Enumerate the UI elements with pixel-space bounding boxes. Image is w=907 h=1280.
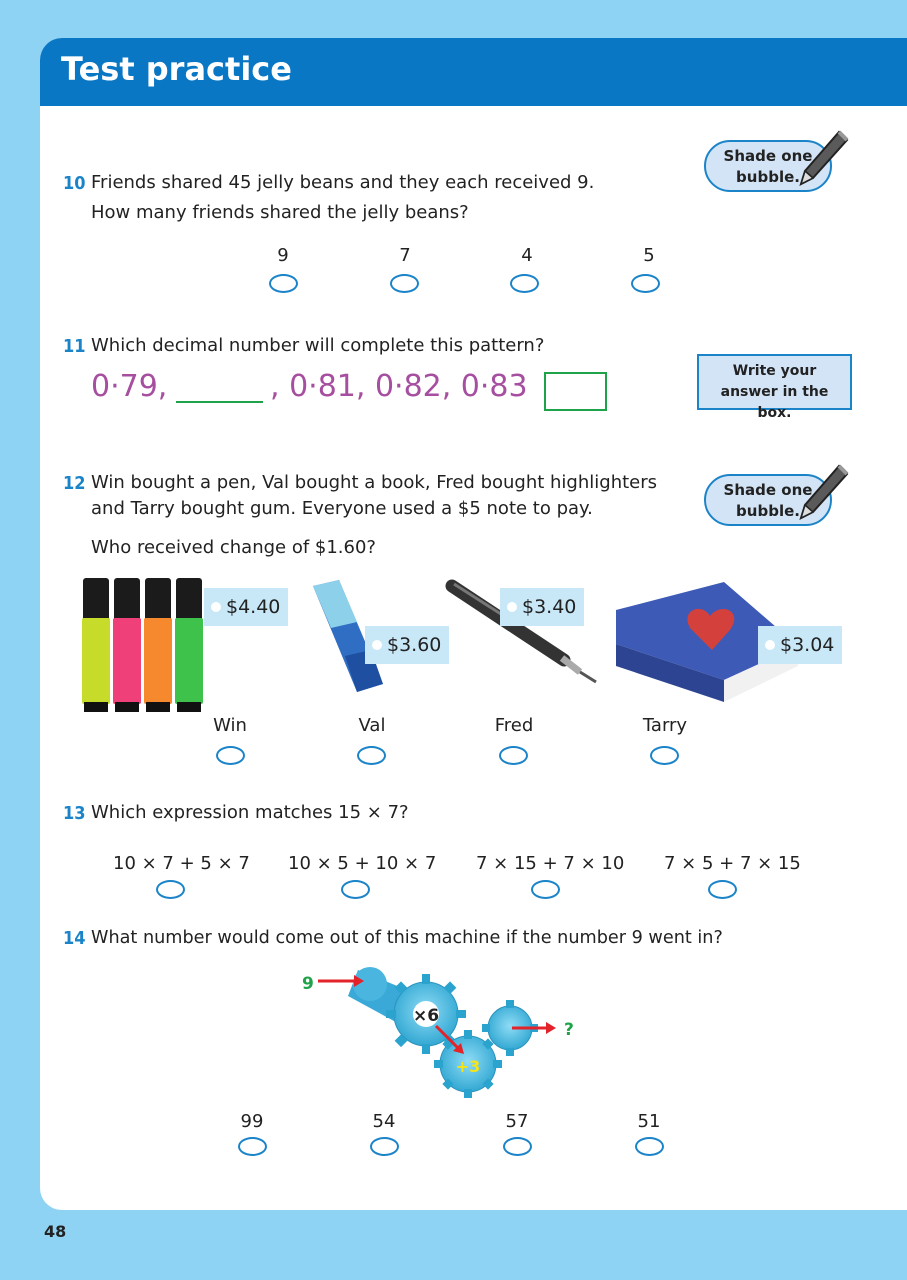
answer-bubble[interactable] <box>635 1137 664 1156</box>
page-title: Test practice <box>61 50 292 88</box>
question-text: What number would come out of this machine if the number 9 went in? <box>91 927 723 948</box>
highlighters-image <box>80 578 208 714</box>
option-label: Win <box>213 715 247 736</box>
answer-bubble[interactable] <box>156 880 185 899</box>
question-text: Win bought a pen, Val bought a book, Fred bought highlighters <box>91 472 658 493</box>
question-text: Friends shared 45 jelly beans and they each received 9. <box>91 172 595 193</box>
blank-line <box>176 401 263 403</box>
option-label: Fred <box>494 715 534 736</box>
price-tag-highlighters: $4.40 <box>204 588 288 626</box>
price-tag-book: $3.04 <box>758 626 842 664</box>
answer-bubble[interactable] <box>510 274 539 293</box>
option-label: 7 × 15 + 7 × 10 <box>476 853 625 874</box>
answer-bubble[interactable] <box>357 746 386 765</box>
answer-bubble[interactable] <box>631 274 660 293</box>
option-label: 10 × 5 + 10 × 7 <box>288 853 437 874</box>
answer-bubble[interactable] <box>650 746 679 765</box>
option-label: 54 <box>372 1111 396 1132</box>
machine-output: ? <box>564 1020 574 1040</box>
pattern-start: 0·79, <box>91 369 168 404</box>
machine-op2: +3 <box>455 1057 481 1076</box>
machine-input: 9 <box>302 974 314 994</box>
answer-box[interactable] <box>544 372 607 411</box>
question-number: 14 <box>63 928 86 949</box>
write-answer-badge <box>697 354 852 421</box>
answer-bubble[interactable] <box>531 880 560 899</box>
answer-bubble[interactable] <box>370 1137 399 1156</box>
option-label: 7 <box>399 245 411 266</box>
answer-bubble[interactable] <box>216 746 245 765</box>
badge-text: Shade one bubble. <box>723 147 813 186</box>
answer-bubble[interactable] <box>503 1137 532 1156</box>
number-machine-diagram <box>296 956 596 1106</box>
option-label: 99 <box>240 1111 264 1132</box>
answer-bubble[interactable] <box>341 880 370 899</box>
option-label: 4 <box>521 245 533 266</box>
option-label: Val <box>358 715 386 736</box>
option-label: 51 <box>637 1111 661 1132</box>
pencil-icon <box>795 128 850 190</box>
answer-bubble[interactable] <box>238 1137 267 1156</box>
question-text: Who received change of $1.60? <box>91 537 376 558</box>
question-text: Which decimal number will complete this pattern? <box>91 335 545 356</box>
question-text: Which expression matches 15 × 7? <box>91 802 409 823</box>
badge-text: Write your answer in the box. <box>720 363 829 421</box>
option-label: Tarry <box>642 715 688 736</box>
price-tag-gum: $3.60 <box>365 626 449 664</box>
answer-bubble[interactable] <box>499 746 528 765</box>
option-label: 9 <box>277 245 289 266</box>
option-label: 5 <box>643 245 655 266</box>
answer-bubble[interactable] <box>269 274 298 293</box>
question-number: 12 <box>63 473 86 494</box>
option-label: 10 × 7 + 5 × 7 <box>113 853 250 874</box>
question-number: 10 <box>63 173 86 194</box>
answer-bubble[interactable] <box>708 880 737 899</box>
machine-op1: ×6 <box>412 1006 440 1026</box>
pencil-icon <box>795 462 850 524</box>
page-header <box>40 38 907 106</box>
price-tag-pen: $3.40 <box>500 588 584 626</box>
answer-bubble[interactable] <box>390 274 419 293</box>
badge-text: Shade one bubble. <box>723 481 813 520</box>
page-number: 48 <box>44 1222 67 1241</box>
question-text: and Tarry bought gum. Everyone used a $5 note to pay. <box>91 498 593 519</box>
option-label: 57 <box>505 1111 529 1132</box>
question-number: 11 <box>63 336 86 357</box>
question-text: How many friends shared the jelly beans? <box>91 202 469 223</box>
question-number: 13 <box>63 803 86 824</box>
option-label: 7 × 5 + 7 × 15 <box>664 853 801 874</box>
pattern-end: , 0·81, 0·82, 0·83 <box>270 369 528 404</box>
